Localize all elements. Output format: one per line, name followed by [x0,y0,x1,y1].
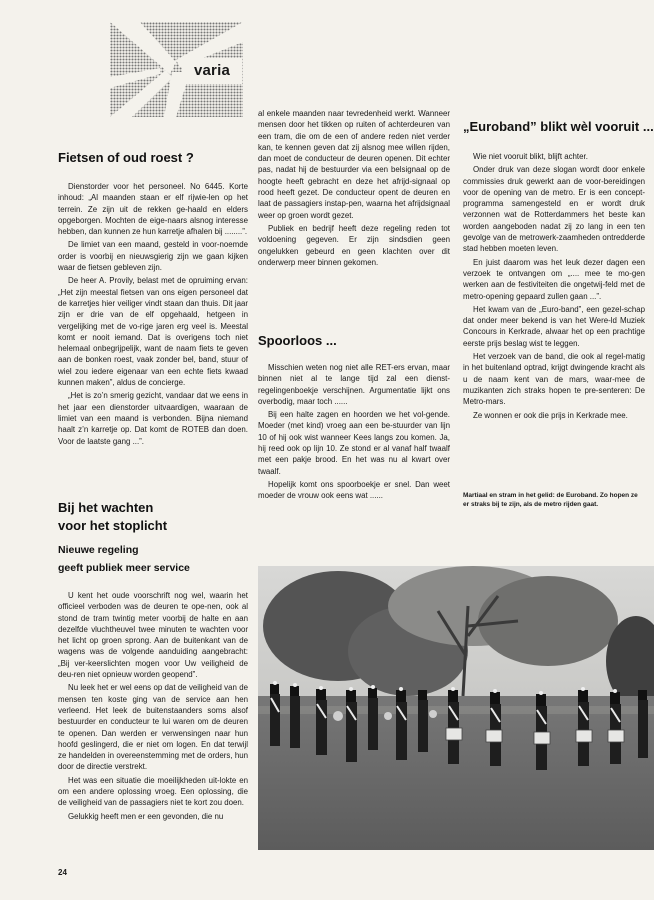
article-body-euroband [463,151,645,423]
paragraph: Hopelijk komt ons spoorboekje er snel. Dan weet moeder de vrouw ook eens wat ...... [258,479,450,501]
photo-caption: Martiaal en stram in het gelid: de Euroband. Zo hopen ze er straks bij te zijn, als de metro rijden gaat. [463,492,638,508]
paragraph: Ze wonnen er ook die prijs in Kerkrade mee. [473,410,628,420]
article-title-euroband: „Euroband” blikt wèl vooruit ... [463,119,654,134]
paragraph: „Het is zo’n smerig gezicht, vandaar dat we eens in het jaar een dienstorder uitvaardigen, waaraan de limiet van een maand is verbonden. Bijna niemand haalt z’n karretje op. Dat komt de ROTEB dan doen. Voor de laatste gang ...”. [58,391,248,446]
article-title-stoplicht-line2: voor het stoplicht [58,518,168,533]
paragraph: Het verzoek van de band, die ook al regel-matig in het buitenland optrad, krijgt dwingende kracht als u de naam kent van de mars, waar-mee de muzikanten zich straks hopen te pre-senteren: De Metro-mars. [463,352,645,407]
paragraph: De heer A. Provily, belast met de opruiming ervan: „Het zijn meestal fietsen van ons eigen personeel dat de karretjes hier veiliger vindt staan dan thuis. Dit jaar zijn er drie van de elf opgehaald, hetgeen in vergelijking met de vo-rige jaren erg veel is. Meestal komt er nooit iemand. Dat is overigens toch niet helemaal onbegrijpelijk, want de naam fiets te geven aan de bonken roest, vaak zonder bel, band, stuur of wiel zou iedere eigenaar van een echte fiets kwaad kunnen maken”, aldus de concierge. [58,276,248,388]
paragraph: Publiek en bedrijf heeft deze regeling reden tot voldoening gegeven. Er zijn sindsdien geen ongelukken gebeurd en geen klachten over dit onderwerp meer binnen gekomen. [258,223,450,267]
euroband-photo [258,566,654,850]
paragraph: Misschien weten nog niet alle RET-ers ervan, maar binnen niet al te lange tijd zal een dienst-regelingenboekje verschijnen. Argumentatie lijkt ons overbodig, maar toch ...... [258,363,450,406]
article-title-fietsen: Fietsen of oud roest ? [58,150,194,165]
paragraph: Wie niet vooruit blikt, blijft achter. [473,152,588,161]
article-body-spoorloos [258,362,450,504]
paragraph: Bij een halte zagen en hoorden we het vol-gende. Moeder (met kind) vroeg aan een be-stuurder van lijn 10 of hij ook wist wanneer Kees langs zou komen. Ja, hij reed ook op lijn 10. Ze stond er al vanaf half twaalf met een pakje brood. En het was nu al kwart over twaalf. [258,410,450,476]
page-number: 24 [58,868,67,877]
article-subtitle-line1: Nieuwe regeling [58,544,139,556]
paragraph: De limiet van een maand, gesteld in voor-noemde order is voorbij en nieuwsgierig zijn we gaan kijken waar de fietsen gebleven zijn. [58,240,248,273]
paragraph: Nu leek het er wel eens op dat de veiligheid van de mensen ten koste ging van de service aan hen verleend. Het leek de buitenstaanders soms alsof bestuurder en conducteur te lui waren om de deuren te openen. Dan werden er verwensingen naar hun hoofd geslingerd, die er niet om logen. En dat terwijl ze handelden in overeenstemming met de orders, hun door de directie verstrekt. [58,683,248,772]
paragraph: Het was een situatie die moeilijkheden uit-lokte en om een andere oplossing vroeg. Een oplossing, die de veiligheid van de passagiers niet te kort zou doen. [58,775,248,808]
paragraph: al enkele maanden naar tevredenheid werkt. Wanneer mensen door het tikken op ruiten of achterdeuren van een tram, die om de een of andere reden niet verder kan, te kennen geven dat zij alsnog mee willen rijden, dan moet de conducteur de deuren openen. Dit echter pas, nadat hij de bestuurder via een belsignaal op de hoogte heeft gebracht en deze het afrijd-signaal op rood heeft gezet. De conducteur opent de deuren en laat de passagiers instap-pen, waarna het afrijdsignaal weer op groen wordt gezet. [258,109,450,220]
paragraph: U kent het oude voorschrift nog wel, waarin het officieel verboden was de deuren te ope-nen, ook al stond de tram twintig meter voorbij de halte en aan dezelfde vluchtheuvel twee minuten te wachten voor het licht op groen sprong. Aan de buitenkant van de wagens was de volgende aanduiding aangebracht: „Bij ver-keerslichten mogen voor Uw veiligheid de deu-ren niet opnieuw worden geopend”. [58,591,248,680]
article-title-spoorloos: Spoorloos ... [258,333,337,348]
paragraph: Onder druk van deze slogan wordt door enkele commissies druk gewerkt aan de voor-bereidingen voor de opening van de metro. Er is een concept-programma samengesteld en er wordt druk verzonnen wat de Rotterdammers het beste kan worden aangeboden nadat zij zo lang in een ten gevolge van de metrowerk-zaamheden ontredderde stad hebben moeten leven. [463,165,645,254]
paragraph: Het kwam van de „Euro-band”, een gezel-schap dat onder meer bekend is van het Were-ld Muziek Concours in Kerkrade, alwaar het op een prachtige eerste prijs beslag wist te leggen. [463,304,645,348]
article-body-fietsen [58,181,248,449]
paragraph: Dienstorder voor het personeel. No 6445. Korte inhoud: „Al maanden staan er elf rijwie-len op het terrein. Ze zijn uit de rekken ge-haald en elders opgeborgen. Mochten de eige-naars alsnog interesse hebben, dan kunnen ze hun karretje afhalen bij ........”. [58,182,248,237]
section-label: varia [182,58,242,84]
article-title-stoplicht-line1: Bij het wachten [58,500,154,515]
article-subtitle-line2: geeft publiek meer service [58,562,190,574]
paragraph: En juist daarom was het leuk dezer dagen een verzoek te ontvangen om „.... mee te mo-gen werken aan de festiviteiten die ongetwij-feld met de metro-opening gepaard zullen gaan ...”. [463,257,645,301]
article-body-stoplicht [58,590,248,824]
article-body-stoplicht-continued [258,108,450,270]
paragraph: Gelukkig heeft men er een gevonden, die nu [68,811,224,821]
